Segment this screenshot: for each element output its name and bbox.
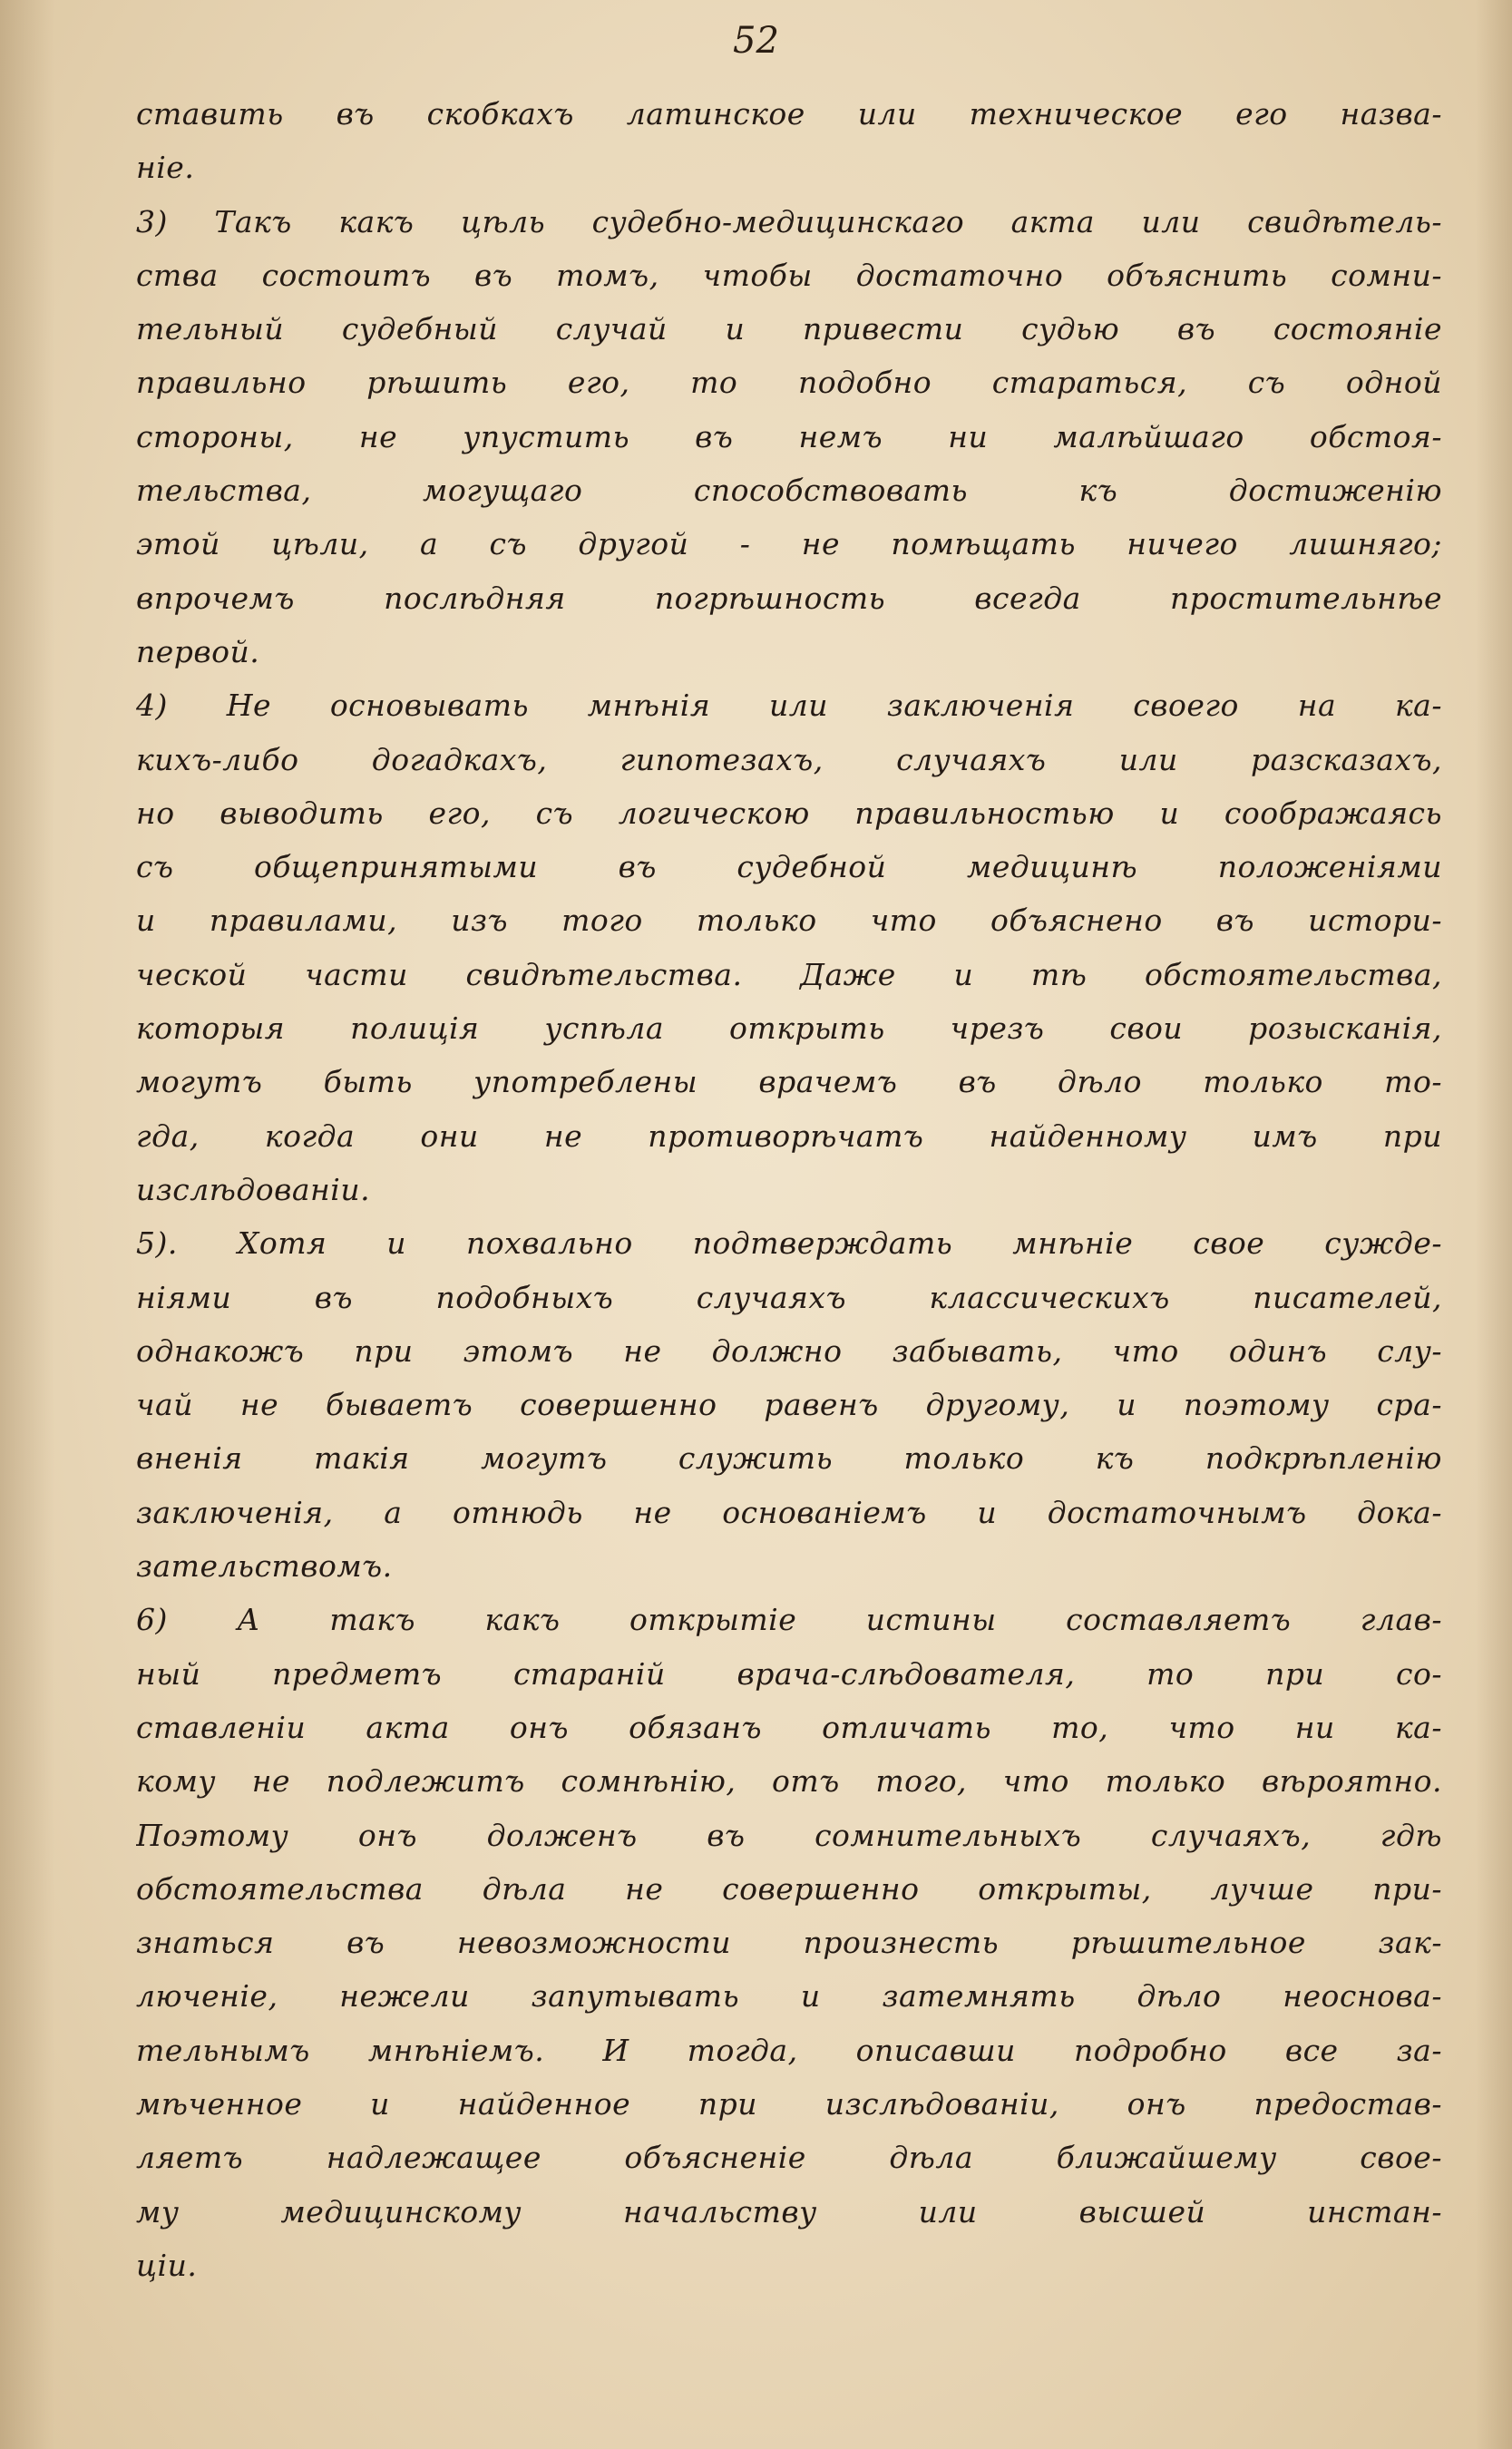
text-line: однакожъ при этомъ не должно забывать, что одинъ слу- [136, 1332, 1442, 1369]
text-line: и правилами, изъ того только что объяснено въ истори- [136, 903, 1442, 939]
text-line: ляетъ надлежащее объясненіе дѣла ближайшему свое- [136, 2140, 1442, 2176]
text-line: мѣченное и найденное при изслѣдованіи, онъ предостав- [136, 2085, 1442, 2122]
text-line: могутъ быть употреблены врачемъ въ дѣло только то- [136, 1064, 1442, 1100]
text-line: ніями въ подобныхъ случаяхъ классическихъ писателей, [136, 1279, 1442, 1315]
page-edge-shadow-left [0, 0, 54, 2449]
page-number: 52 [733, 20, 779, 62]
text-line: съ общепринятыми въ судебной медицинѣ положеніями [136, 849, 1442, 885]
text-line: знаться въ невозможности произнесть рѣшительное зак- [136, 1925, 1442, 1961]
manuscript-text [136, 87, 1442, 2292]
text-line: первой. [136, 633, 260, 669]
text-line: му медицинскому начальству или высшей инстан- [136, 2193, 1442, 2229]
text-line: ставленіи акта онъ обязанъ отличать то, что ни ка- [136, 1709, 1442, 1745]
text-line: но выводить его, съ логическою правильностью и соображаясь [136, 795, 1442, 831]
text-line: тельства, могущаго способствовать къ достиженію [136, 473, 1442, 509]
text-line: этой цѣли, а съ другой - не помѣщать ничего лишняго; [136, 526, 1442, 562]
text-line: 4) Не основывать мнѣнія или заключенія своего на ка- [136, 688, 1442, 724]
text-line: 6) А такъ какъ открытіе истины составляетъ глав- [136, 1602, 1442, 1638]
text-line: Поэтому онъ долженъ въ сомнительныхъ случаяхъ, гдѣ [136, 1817, 1442, 1853]
text-line: которыя полиція успѣла открыть чрезъ свои розысканія, [136, 1010, 1442, 1047]
text-line: 3) Такъ какъ цѣль судебно-медицинскаго акта или свидѣтель- [136, 203, 1442, 239]
text-line: кому не подлежитъ сомнѣнію, отъ того, что только вѣроятно. [136, 1763, 1442, 1800]
text-line: люченіе, нежели запутывать и затемнять дѣло неоснова- [136, 1978, 1442, 2015]
text-line: кихъ-либо догадкахъ, гипотезахъ, случаяхъ или разсказахъ, [136, 741, 1442, 777]
text-line: 5). Хотя и похвально подтверждать мнѣніе свое сужде- [136, 1225, 1442, 1262]
text-line: вненія такія могутъ служить только къ подкрѣпленію [136, 1440, 1442, 1477]
text-line: чай не бываетъ совершенно равенъ другому, и поэтому сра- [136, 1387, 1442, 1423]
text-line: изслѣдованіи. [136, 1171, 371, 1207]
page-edge-shadow-right [1476, 0, 1512, 2449]
text-line: ставить въ скобкахъ латинское или техническое его назва- [136, 96, 1442, 132]
text-line: обстоятельства дѣла не совершенно открыты, лучше при- [136, 1870, 1442, 1907]
text-line: стороны, не упустить въ немъ ни малѣйшаго обстоя- [136, 418, 1442, 454]
text-line: тельнымъ мнѣніемъ. И тогда, описавши подробно все за- [136, 2032, 1442, 2068]
text-line: ціи. [136, 2247, 198, 2283]
text-line: ства состоитъ въ томъ, чтобы достаточно объяснить сомни- [136, 257, 1442, 293]
text-line: впрочемъ послѣдняя погрѣшность всегда простительнѣе [136, 580, 1442, 616]
text-line: правильно рѣшить его, то подобно стараться, съ одной [136, 365, 1442, 401]
text-line: гда, когда они не противорѣчатъ найденному имъ при [136, 1117, 1442, 1154]
text-line: зательствомъ. [136, 1548, 393, 1585]
text-line: заключенія, а отнюдь не основаніемъ и достаточнымъ дока- [136, 1494, 1442, 1530]
text-line: тельный судебный случай и привести судью въ состояніе [136, 311, 1442, 347]
text-line: ный предметъ стараній врача-слѣдователя, то при со- [136, 1655, 1442, 1692]
text-line: ческой части свидѣтельства. Даже и тѣ обстоятельства, [136, 956, 1442, 992]
text-line: ніе. [136, 150, 195, 186]
